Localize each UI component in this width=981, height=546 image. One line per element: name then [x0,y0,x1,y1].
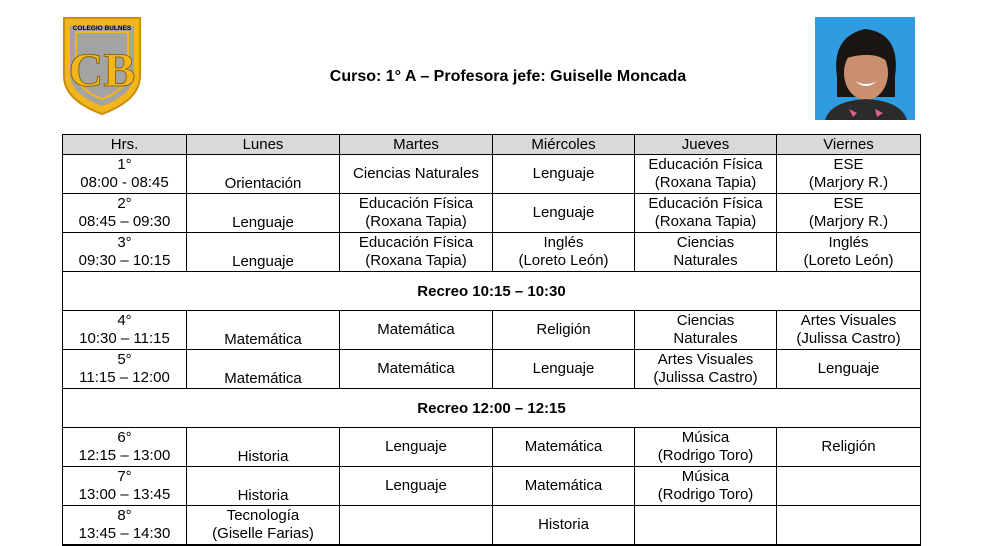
subject-cell-miercoles: Inglés (Loreto León) [493,233,635,272]
subject-cell-miercoles: Lenguaje [493,155,635,194]
subject-cell-miercoles: Lenguaje [493,194,635,233]
subject-cell-viernes [777,506,921,546]
subject-cell-miercoles: Lenguaje [493,350,635,389]
schedule-row [63,194,921,233]
period-number: 7° [117,468,132,485]
subject-cell-miercoles: Matemática [493,467,635,506]
period-cell [63,350,187,389]
period-time: 11:15 – 12:00 [79,369,170,386]
subject-cell-viernes: Religión [777,428,921,467]
schedule-table [62,134,921,546]
subject-cell-miercoles: Matemática [493,428,635,467]
period-time: 12:15 – 13:00 [78,447,171,464]
subject-cell-lunes: Tecnología (Giselle Farias) [187,506,340,546]
recess-label: Recreo 12:00 – 12:15 [63,389,921,428]
period-number: 3° [117,234,132,251]
schedule-row [63,233,921,272]
schedule-row [63,350,921,389]
period-number: 6° [117,429,132,446]
subject-cell-jueves: Música (Rodrigo Toro) [635,428,777,467]
period-number: 4° [117,312,132,329]
schedule-row [63,428,921,467]
subject-cell-lunes: Historia [187,428,340,467]
period-time: 13:00 – 13:45 [78,486,171,503]
period-cell [63,506,187,546]
subject-cell-viernes: Artes Visuales (Julissa Castro) [777,311,921,350]
period-cell [63,311,187,350]
logo-text: COLEGIO BULNES [72,25,132,32]
period-number: 5° [117,351,132,368]
period-time: 08:45 – 09:30 [78,213,171,230]
subject-cell-viernes: Lenguaje [777,350,921,389]
subject-cell-jueves: Educación Física (Roxana Tapia) [635,194,777,233]
schedule-row [63,506,921,546]
subject-cell-martes [340,506,493,546]
period-cell [63,233,187,272]
subject-cell-jueves [635,506,777,546]
period-number: 1° [117,156,132,173]
subject-cell-miercoles: Religión [493,311,635,350]
subject-cell-jueves: Artes Visuales (Julissa Castro) [635,350,777,389]
period-cell [63,155,187,194]
subject-cell-lunes: Matemática [187,350,340,389]
period-number: 8° [117,507,132,524]
subject-cell-martes: Ciencias Naturales [340,155,493,194]
recess-row [63,389,921,428]
col-header-lunes: Lunes [187,135,340,155]
period-time: 08:00 - 08:45 [80,174,169,191]
subject-cell-martes: Educación Física (Roxana Tapia) [340,233,493,272]
recess-row [63,272,921,311]
subject-cell-martes: Educación Física (Roxana Tapia) [340,194,493,233]
header-row [63,135,921,155]
col-header-miercoles: Miércoles [493,135,635,155]
subject-cell-martes: Lenguaje [340,467,493,506]
col-header-hrs: Hrs. [63,135,187,155]
subject-cell-lunes: Lenguaje [187,194,340,233]
col-header-viernes: Viernes [777,135,921,155]
page-title: Curso: 1° A – Profesora jefe: Guiselle Moncada [329,68,687,85]
period-cell [63,194,187,233]
subject-cell-jueves: Ciencias Naturales [635,233,777,272]
period-number: 2° [117,195,132,212]
col-header-martes: Martes [340,135,493,155]
subject-cell-miercoles: Historia [493,506,635,546]
recess-label: Recreo 10:15 – 10:30 [63,272,921,311]
period-time: 09:30 – 10:15 [78,252,171,269]
period-time: 13:45 – 14:30 [78,525,171,542]
schedule-row [63,311,921,350]
subject-cell-lunes: Orientación [187,155,340,194]
logo-initials: CB [68,44,136,97]
schedule-row [63,155,921,194]
subject-cell-martes: Matemática [340,350,493,389]
subject-cell-viernes: Inglés (Loreto León) [777,233,921,272]
subject-cell-viernes [777,467,921,506]
subject-cell-lunes: Lenguaje [187,233,340,272]
subject-cell-lunes: Matemática [187,311,340,350]
subject-cell-jueves: Ciencias Naturales [635,311,777,350]
subject-cell-lunes: Historia [187,467,340,506]
subject-cell-martes: Matemática [340,311,493,350]
subject-cell-jueves: Educación Física (Roxana Tapia) [635,155,777,194]
subject-cell-viernes: ESE (Marjory R.) [777,194,921,233]
subject-cell-martes: Lenguaje [340,428,493,467]
schedule-row [63,467,921,506]
col-header-jueves: Jueves [635,135,777,155]
school-logo [60,14,144,116]
period-cell [63,467,187,506]
subject-cell-viernes: ESE (Marjory R.) [777,155,921,194]
period-cell [63,428,187,467]
subject-cell-jueves: Música (Rodrigo Toro) [635,467,777,506]
period-time: 10:30 – 11:15 [79,330,170,347]
